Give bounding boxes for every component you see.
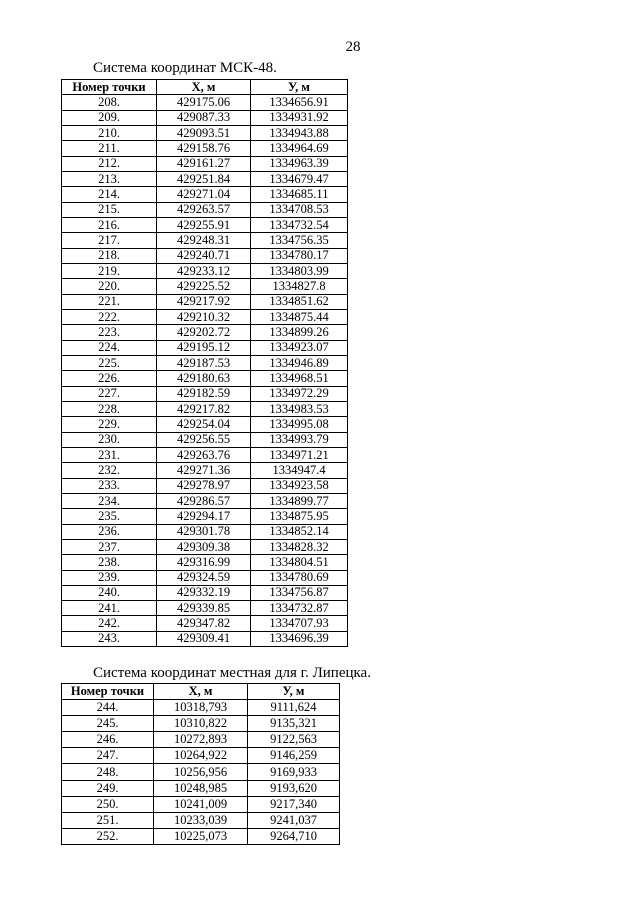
cell-y: 1334679.47 [251, 171, 348, 186]
cell-y: 9169,933 [248, 764, 340, 780]
cell-y: 9122,563 [248, 732, 340, 748]
column-header-x: X, м [157, 80, 251, 95]
cell-y: 1334899.26 [251, 325, 348, 340]
table-row [62, 233, 348, 248]
cell-x: 429263.57 [157, 202, 251, 217]
cell-y: 1334899.77 [251, 493, 348, 508]
cell-point-number: 234. [62, 493, 157, 508]
cell-point-number: 237. [62, 539, 157, 554]
cell-x: 429158.76 [157, 141, 251, 156]
cell-y: 1334732.87 [251, 601, 348, 616]
cell-point-number: 211. [62, 141, 157, 156]
cell-x: 10264,922 [154, 748, 248, 764]
cell-x: 429294.17 [157, 509, 251, 524]
table-row [62, 463, 348, 478]
column-header-point-number: Номер точки [62, 80, 157, 95]
cell-y: 9217,340 [248, 796, 340, 812]
cell-point-number: 240. [62, 585, 157, 600]
cell-x: 429324.59 [157, 570, 251, 585]
cell-point-number: 220. [62, 279, 157, 294]
table-row [62, 125, 348, 140]
cell-y: 1334983.53 [251, 401, 348, 416]
cell-x: 429301.78 [157, 524, 251, 539]
table-row [62, 555, 348, 570]
column-header-y: У, м [251, 80, 348, 95]
cell-y: 1334943.88 [251, 125, 348, 140]
table-row [62, 401, 348, 416]
cell-y: 1334780.69 [251, 570, 348, 585]
cell-y: 1334993.79 [251, 432, 348, 447]
cell-y: 9135,321 [248, 716, 340, 732]
cell-point-number: 229. [62, 417, 157, 432]
cell-point-number: 228. [62, 401, 157, 416]
cell-x: 429347.82 [157, 616, 251, 631]
cell-x: 429202.72 [157, 325, 251, 340]
table-row [62, 585, 348, 600]
cell-x: 429217.82 [157, 401, 251, 416]
cell-point-number: 241. [62, 601, 157, 616]
cell-x: 429255.91 [157, 217, 251, 232]
cell-y: 1334780.17 [251, 248, 348, 263]
cell-x: 429251.84 [157, 171, 251, 186]
cell-x: 10318,793 [154, 700, 248, 716]
cell-point-number: 226. [62, 371, 157, 386]
cell-x: 429210.32 [157, 309, 251, 324]
cell-point-number: 213. [62, 171, 157, 186]
cell-x: 429225.52 [157, 279, 251, 294]
cell-y: 1334803.99 [251, 263, 348, 278]
cell-y: 1334964.69 [251, 141, 348, 156]
table-row [62, 309, 348, 324]
table-row [62, 187, 348, 202]
cell-point-number: 252. [62, 828, 154, 844]
table-row [62, 570, 348, 585]
cell-point-number: 223. [62, 325, 157, 340]
cell-x: 429233.12 [157, 263, 251, 278]
table-row [62, 202, 348, 217]
cell-x: 429286.57 [157, 493, 251, 508]
table-row [62, 325, 348, 340]
table-row [62, 796, 340, 812]
cell-y: 1334923.07 [251, 340, 348, 355]
table-row [62, 355, 348, 370]
cell-y: 1334875.44 [251, 309, 348, 324]
table-row [62, 171, 348, 186]
cell-x: 429332.19 [157, 585, 251, 600]
table-header-row [62, 80, 348, 95]
cell-x: 429240.71 [157, 248, 251, 263]
section-caption-lipetsk-local: Система координат местная для г. Липецка. [93, 665, 371, 681]
cell-y: 1334875.95 [251, 509, 348, 524]
table-row [62, 447, 348, 462]
cell-y: 1334756.87 [251, 585, 348, 600]
cell-x: 429195.12 [157, 340, 251, 355]
cell-x: 429161.27 [157, 156, 251, 171]
table-row [62, 764, 340, 780]
table-row [62, 141, 348, 156]
cell-point-number: 245. [62, 716, 154, 732]
cell-point-number: 235. [62, 509, 157, 524]
cell-x: 10233,039 [154, 812, 248, 828]
cell-y: 1334827.8 [251, 279, 348, 294]
cell-y: 1334852.14 [251, 524, 348, 539]
cell-y: 9146,259 [248, 748, 340, 764]
table-row [62, 371, 348, 386]
cell-point-number: 248. [62, 764, 154, 780]
cell-x: 10310,822 [154, 716, 248, 732]
table-row [62, 110, 348, 125]
cell-point-number: 210. [62, 125, 157, 140]
cell-x: 10256,956 [154, 764, 248, 780]
table-row [62, 780, 340, 796]
cell-point-number: 249. [62, 780, 154, 796]
cell-point-number: 232. [62, 463, 157, 478]
cell-x: 429263.76 [157, 447, 251, 462]
cell-x: 429278.97 [157, 478, 251, 493]
table-row [62, 601, 348, 616]
cell-x: 429187.53 [157, 355, 251, 370]
cell-point-number: 208. [62, 95, 157, 110]
cell-y: 1334972.29 [251, 386, 348, 401]
table-row [62, 631, 348, 646]
cell-point-number: 242. [62, 616, 157, 631]
table-row [62, 539, 348, 554]
cell-y: 9241,037 [248, 812, 340, 828]
cell-point-number: 246. [62, 732, 154, 748]
cell-point-number: 231. [62, 447, 157, 462]
table-row [62, 340, 348, 355]
cell-x: 429309.38 [157, 539, 251, 554]
cell-x: 429182.59 [157, 386, 251, 401]
cell-point-number: 218. [62, 248, 157, 263]
table-row [62, 478, 348, 493]
table-row [62, 828, 340, 844]
table-row [62, 417, 348, 432]
cell-x: 429087.33 [157, 110, 251, 125]
cell-point-number: 209. [62, 110, 157, 125]
cell-y: 1334707.93 [251, 616, 348, 631]
cell-y: 1334947.4 [251, 463, 348, 478]
cell-point-number: 221. [62, 294, 157, 309]
coordinates-table-lipetsk-local [61, 683, 340, 845]
cell-y: 9111,624 [248, 700, 340, 716]
cell-y: 9193,620 [248, 780, 340, 796]
cell-point-number: 243. [62, 631, 157, 646]
cell-y: 1334685.11 [251, 187, 348, 202]
section-caption-msk48: Система координат МСК-48. [93, 60, 277, 76]
cell-point-number: 216. [62, 217, 157, 232]
cell-point-number: 244. [62, 700, 154, 716]
cell-point-number: 212. [62, 156, 157, 171]
cell-x: 429175.06 [157, 95, 251, 110]
cell-y: 1334732.54 [251, 217, 348, 232]
cell-point-number: 233. [62, 478, 157, 493]
cell-x: 429316.99 [157, 555, 251, 570]
page-number: 28 [345, 39, 361, 55]
cell-point-number: 236. [62, 524, 157, 539]
cell-x: 10241,009 [154, 796, 248, 812]
table-row [62, 748, 340, 764]
cell-x: 429339.85 [157, 601, 251, 616]
table-row [62, 263, 348, 278]
table-row [62, 700, 340, 716]
column-header-y: У, м [248, 684, 340, 700]
cell-point-number: 222. [62, 309, 157, 324]
cell-point-number: 219. [62, 263, 157, 278]
cell-y: 1334963.39 [251, 156, 348, 171]
cell-y: 9264,710 [248, 828, 340, 844]
cell-point-number: 214. [62, 187, 157, 202]
cell-x: 429180.63 [157, 371, 251, 386]
cell-point-number: 230. [62, 432, 157, 447]
table-row [62, 509, 348, 524]
table-row [62, 294, 348, 309]
cell-x: 429309.41 [157, 631, 251, 646]
table-row [62, 432, 348, 447]
cell-point-number: 250. [62, 796, 154, 812]
table-row [62, 386, 348, 401]
cell-point-number: 225. [62, 355, 157, 370]
table-row [62, 732, 340, 748]
cell-x: 429271.04 [157, 187, 251, 202]
cell-x: 429271.36 [157, 463, 251, 478]
table-row [62, 493, 348, 508]
table-row [62, 812, 340, 828]
coordinates-table-msk48 [61, 79, 348, 647]
table-row [62, 248, 348, 263]
cell-x: 429248.31 [157, 233, 251, 248]
table-row [62, 616, 348, 631]
cell-x: 429254.04 [157, 417, 251, 432]
cell-point-number: 247. [62, 748, 154, 764]
cell-point-number: 238. [62, 555, 157, 570]
cell-y: 1334971.21 [251, 447, 348, 462]
column-header-point-number: Номер точки [62, 684, 154, 700]
table-row [62, 156, 348, 171]
cell-point-number: 239. [62, 570, 157, 585]
cell-y: 1334968.51 [251, 371, 348, 386]
cell-x: 429093.51 [157, 125, 251, 140]
table-header-row [62, 684, 340, 700]
cell-y: 1334946.89 [251, 355, 348, 370]
cell-y: 1334851.62 [251, 294, 348, 309]
cell-y: 1334995.08 [251, 417, 348, 432]
cell-y: 1334756.35 [251, 233, 348, 248]
cell-y: 1334828.32 [251, 539, 348, 554]
cell-y: 1334931.92 [251, 110, 348, 125]
cell-x: 10248,985 [154, 780, 248, 796]
cell-x: 10225,073 [154, 828, 248, 844]
cell-point-number: 224. [62, 340, 157, 355]
cell-point-number: 215. [62, 202, 157, 217]
table-row [62, 716, 340, 732]
cell-point-number: 227. [62, 386, 157, 401]
table-row [62, 217, 348, 232]
cell-y: 1334708.53 [251, 202, 348, 217]
cell-x: 10272,893 [154, 732, 248, 748]
cell-point-number: 251. [62, 812, 154, 828]
table-row [62, 95, 348, 110]
cell-x: 429217.92 [157, 294, 251, 309]
cell-point-number: 217. [62, 233, 157, 248]
cell-x: 429256.55 [157, 432, 251, 447]
cell-y: 1334804.51 [251, 555, 348, 570]
table-row [62, 524, 348, 539]
cell-y: 1334696.39 [251, 631, 348, 646]
table-row [62, 279, 348, 294]
cell-y: 1334923.58 [251, 478, 348, 493]
cell-y: 1334656.91 [251, 95, 348, 110]
column-header-x: X, м [154, 684, 248, 700]
